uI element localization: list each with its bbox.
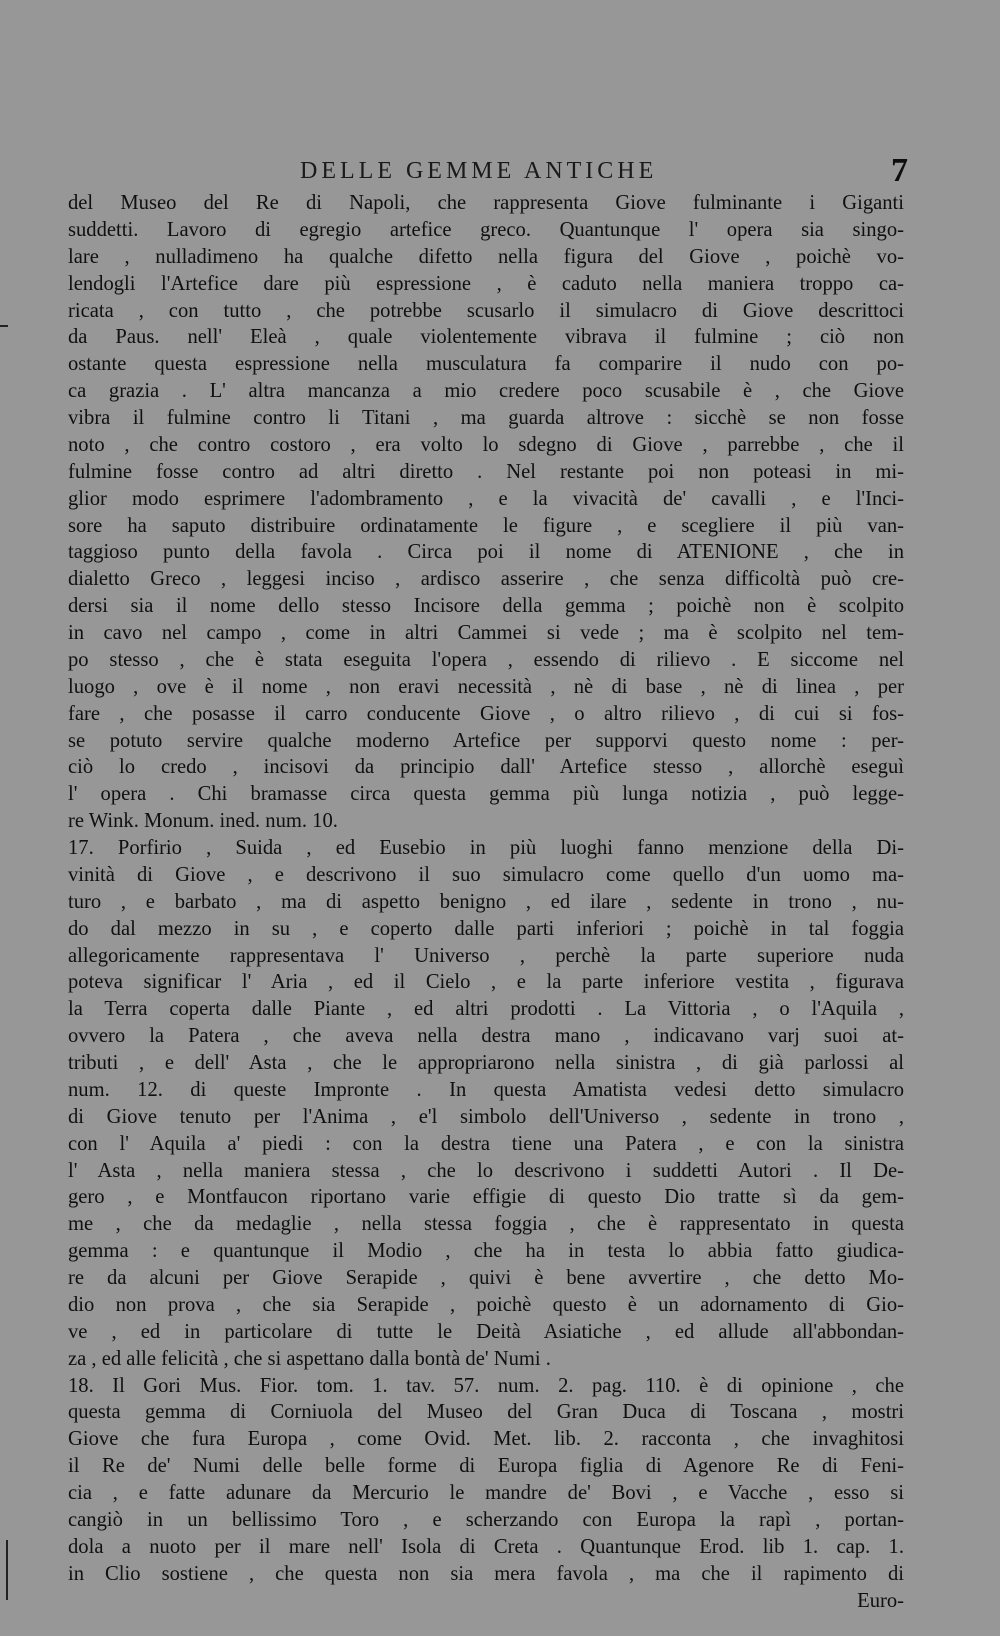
text-line: di Giove tenuto per l'Anima , e'l simbolo dell'Universo , sedente in trono , (68, 1105, 904, 1128)
text-line: la Terra coperta dalle Piante , ed altri prodotti . La Vittoria , o l'Aquila , (68, 998, 904, 1021)
margin-mark (0, 325, 8, 327)
text-line: cangiò in un bellissimo Toro , e scherzando con Europa la rapì , portan- (68, 1508, 904, 1531)
text-line: num. 12. di queste Impronte . In questa Amatista vedesi detto simulacro (68, 1078, 904, 1101)
page-header (0, 152, 1000, 192)
text-line: vinità di Giove , e descrivono il suo simulacro come quello d'un uomo ma- (68, 863, 904, 886)
text-line: suddetti. Lavoro di egregio artefice greco. Quantunque l' opera sia singo- (68, 218, 904, 241)
text-line: poteva significar l' Aria , ed il Cielo , e la parte inferiore vestita , figurava (68, 971, 904, 994)
text-line: con l' Aquila a' piedi : con la destra tiene una Patera , e con la sinistra (68, 1132, 904, 1155)
text-line: luogo , ove è il nome , non eravi necessità , nè di base , nè di linea , per (68, 675, 904, 698)
text-line: gemma : e quantunque il Modio , che ha in testa lo abbia fatto giudica- (68, 1240, 904, 1263)
text-line: ricata , con tutto , che potrebbe scusarlo il simulacro di Giove descrittoci (68, 299, 904, 322)
text-line: se potuto servire qualche moderno Artefice per supporvi questo nome : per- (68, 729, 904, 752)
text-line: fare , che posasse il carro conducente Giove , o altro rilievo , di cui si fos- (68, 702, 904, 725)
text-line: sore ha saputo distribuire ordinatamente le figure , e scegliere il più van- (68, 514, 904, 537)
text-line: Giove che fura Europa , come Ovid. Met. lib. 2. racconta , che invaghitosi (68, 1428, 904, 1451)
text-line: taggioso punto della favola . Circa poi il nome di ATENIONE , che in (68, 541, 904, 564)
text-line: 18. Il Gori Mus. Fior. tom. 1. tav. 57. num. 2. pag. 110. è di opinione , che (68, 1374, 904, 1397)
text-line: questa gemma di Corniuola del Museo del Gran Duca di Toscana , mostri (68, 1401, 904, 1424)
text-line: gero , e Montfaucon riportano varie effigie di questo Dio tratte sì da gem- (68, 1186, 904, 1209)
text-line: fulmine fosse contro ad altri diretto . Nel restante poi non poteasi in mi- (68, 460, 904, 483)
text-line: ciò lo credo , incisovi da principio dall' Artefice stesso , allorchè eseguì (68, 756, 904, 779)
text-line: me , che da medaglie , nella stessa foggia , che è rappresentato in questa (68, 1213, 904, 1236)
margin-mark (6, 1540, 8, 1600)
text-line: Euro- (857, 1589, 904, 1612)
text-line: do dal mezzo in su , e coperto dalle parti inferiori ; poichè in tal foggia (68, 917, 904, 940)
text-line: noto , che contro costoro , era volto lo sdegno di Giove , parrebbe , che il (68, 433, 904, 456)
text-line: dersi sia il nome dello stesso Incisore della gemma ; poichè non è scolpito (68, 595, 904, 618)
text-line: dio non prova , che sia Serapide , poichè questo è un adornamento di Gio- (68, 1293, 904, 1316)
text-line: l' opera . Chi bramasse circa questa gemma più lunga notizia , può legge- (68, 783, 904, 806)
text-line: za , ed alle felicità , che si aspettano dalla bontà de' Numi . (68, 1347, 551, 1370)
text-line: cia , e fatte adunare da Mercurio le mandre de' Bovi , e Vacche , esso si (68, 1482, 904, 1504)
text-line: l' Asta , nella maniera stessa , che lo descrivono i suddetti Autori . Il De- (68, 1159, 904, 1182)
running-title: DELLE GEMME ANTICHE (300, 158, 658, 184)
text-line: lare , nulladimeno ha qualche difetto nella figura del Giove , poichè vo- (68, 245, 904, 268)
text-line: dialetto Greco , leggesi inciso , ardisco asserire , che senza difficoltà può cre- (68, 568, 904, 591)
page-number: 7 (891, 152, 908, 189)
text-line: in Clio sostiene , che questa non sia mera favola , ma che il rapimento di (68, 1562, 904, 1585)
text-line: re da alcuni per Giove Serapide , quivi è bene avvertire , che detto Mo- (68, 1267, 904, 1289)
text-line: del Museo del Re di Napoli, che rappresenta Giove fulminante i Giganti (68, 192, 904, 214)
text-line: da Paus. nell' Eleà , quale violentemente vibrava il fulmine ; ciò non (68, 326, 904, 349)
text-line: il Re de' Numi delle belle forme di Europa figlia di Agenore Re di Feni- (68, 1455, 904, 1478)
text-line: lendogli l'Artefice dare più espressione , è caduto nella maniera troppo ca- (68, 272, 904, 295)
text-line: in cavo nel campo , come in altri Cammei si vede ; ma è scolpito nel tem- (68, 622, 904, 644)
text-line: ovvero la Patera , che aveva nella destra mano , indicavano varj suoi at- (68, 1025, 904, 1048)
text-line: re Wink. Monum. ined. num. 10. (68, 810, 338, 833)
text-line: turo , e barbato , ma di aspetto benigno , ed ilare , sedente in trono , nu- (68, 890, 904, 913)
text-line: po stesso , che è stata eseguita l'opera , essendo di rilievo . E siccome nel (68, 648, 904, 671)
text-line: tributi , e dell' Asta , che le appropriarono nella sinistra , di già parlossi al (68, 1052, 904, 1074)
text-line: ostante questa espressione nella musculatura fa comparire il nudo con po- (68, 353, 904, 376)
text-line: 17. Porfirio , Suida , ed Eusebio in più luoghi fanno menzione della Di- (68, 837, 904, 859)
text-line: ca grazia . L' altra mancanza a mio credere poco scusabile è , che Giove (68, 380, 904, 403)
text-line: glior modo esprimere l'adombramento , e la vivacità de' cavalli , e l'Inci- (68, 487, 904, 510)
body-text (68, 190, 904, 1614)
text-line: allegoricamente rappresentava l' Universo , perchè la parte superiore nuda (68, 944, 904, 967)
text-line: vibra il fulmine contro li Titani , ma guarda altrove : sicchè se non fosse (68, 407, 904, 429)
text-line: ve , ed in particolare di tutte le Deità Asiatiche , ed allude all'abbondan- (68, 1320, 904, 1343)
text-line: dola a nuoto per il mare nell' Isola di Creta . Quantunque Erod. lib 1. cap. 1. (68, 1535, 904, 1558)
